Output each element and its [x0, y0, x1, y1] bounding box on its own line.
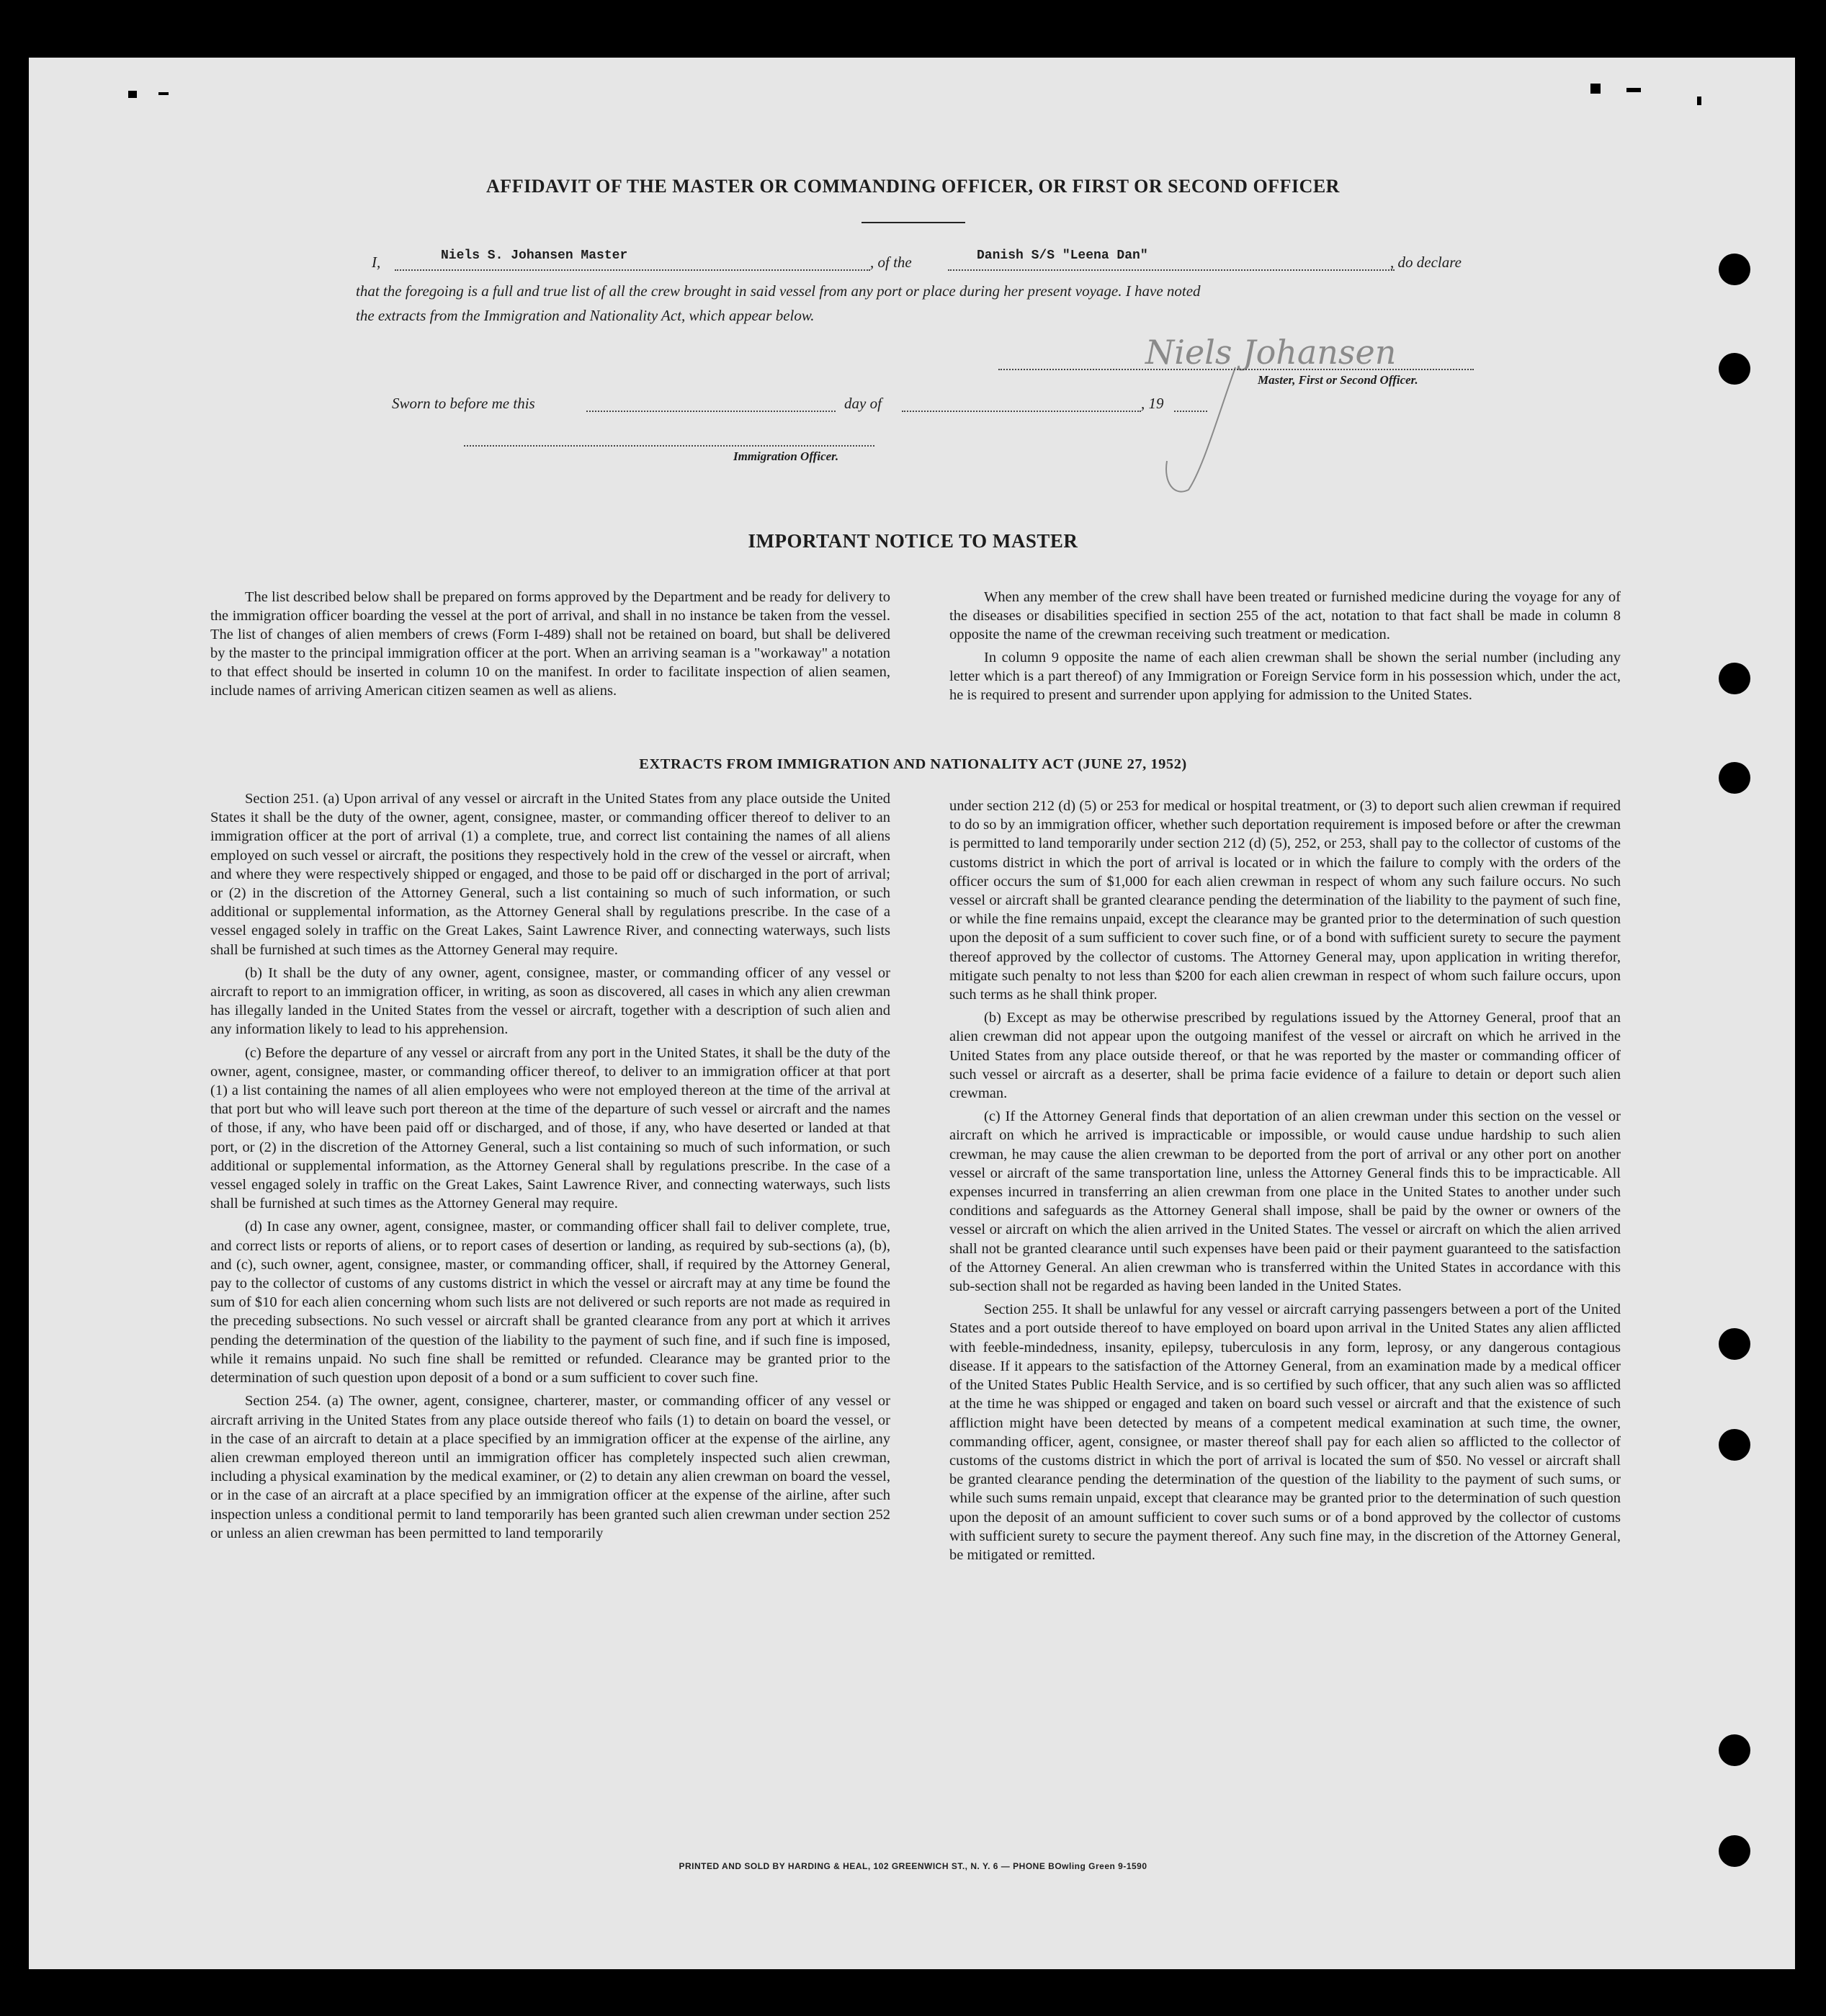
extracts-right-column: [949, 797, 1621, 1569]
section-254a-continued: under section 212 (d) (5) or 253 for medical or hospital treatment, or (3) to deport such alien crewman if required to do so by an immigration officer, whether such deportation requirement is imposed before or after the crewman is permitted to land temporarily under section 212 (d) (5), 252, or 253, shall pay to the collector of customs of the customs district in which the port of arrival is located or in which the failure to comply with the orders of the officer occurs the sum of $1,000 for each alien crewman in respect of whom any such failure occurs. No such vessel or aircraft shall be granted clearance pending the determination of the liability to the payment of such fine, or while the fine remains unpaid, except the clearance may be granted prior to the determination of such question upon the deposit of a sum sufficient to cover such fine, or of a bond with sufficient surety to secure the payment thereof approved by the collector of customs. The Attorney General may, upon application in writing therefor, mitigate such penalty to not less than $200 for each alien crewman in respect of whom such failure occurs, upon such terms as he shall think proper.: [949, 798, 1621, 1003]
master-name-value: Niels S. Johansen Master: [441, 248, 628, 263]
section-251b: (b) It shall be the duty of any owner, agent, consignee, master, or commanding officer of any vessel or aircraft to report to an immigration officer, in writing, as soon as discovered, all cases in which any alien crewman has illegally landed in the United States from the vessel or aircraft, together with a description of such alien and any information likely to lead to his apprehension.: [210, 964, 890, 1038]
master-caption: Master, First or Second Officer.: [1258, 373, 1418, 387]
of-the-label: , of the: [870, 254, 912, 271]
punch-hole: [1719, 353, 1750, 385]
section-251d: (d) In case any owner, agent, consignee, master, or commanding officer shall fail to deliver complete, true, and correct lists or reports of aliens, or to report cases of desertion or landing, as required by sub-sections (a), (b), and (c), such owner, agent, consignee, master, or commanding officer, shall, if required by the Attorney General, pay to the collector of customs of any customs district in which the vessel or aircraft may at any time be found the sum of $10 for each alien concerning whom such lists are not delivered or such reports are not made as required in the preceding subsections. No such vessel or aircraft shall be granted clearance from any port at which it arrives pending the determination of the question of the liability to the payment of such fine, and if such fine is imposed, while it remains unpaid. No such fine shall be remitted or refunded. Clearance may be granted prior to the determination of such question upon deposit of a bond or a sum sufficient to cover such fine.: [210, 1219, 890, 1386]
vessel-name-value: Danish S/S "Leena Dan": [977, 248, 1148, 263]
day-of-label: day of: [844, 395, 882, 412]
notice-left-column: [210, 588, 890, 704]
scan-speck: [1626, 88, 1641, 92]
section-255: Section 255. It shall be unlawful for any vessel or aircraft carrying passengers between a port of the United States and a port outside thereof to have employed on board upon arrival in the United States any alien afflicted with feeble-mindedness, insanity, epilepsy, tuberculosis in any form, leprosy, or any dangerous contagious disease. If it appears to the satisfaction of the Attorney General, from an examination made by a medical officer of the United States Public Health Service, and is so certified by such officer, that any such alien was so afflicted at the time he was shipped or engaged and taken on board such vessel or aircraft and that the existence of such affliction might have been detected by means of a competent medical examination at such time, the owner, commanding officer, agent, consignee, or master thereof shall pay for each alien so afflicted to the collector of customs of the customs district in which the port of arrival is located the sum of $50. No vessel or aircraft shall be granted clearance pending the determination of the question of the liability to the payment of such sums, or while such sums remain unpaid, except that clearance may be granted prior to the determination of such question upon the deposit of an amount sufficient to cover such sums or of a bond approved by the collector of customs with sufficient surety to secure the payment thereof. Any such fine may, in the discretion of the Attorney General, be mitigated or remitted.: [949, 1302, 1621, 1563]
punch-hole: [1719, 1429, 1750, 1461]
signature-flourish: [1145, 360, 1246, 504]
punch-hole: [1719, 1328, 1750, 1360]
notice-title: IMPORTANT NOTICE TO MASTER: [748, 530, 1078, 552]
extracts-left-column: [210, 789, 890, 1547]
sworn-label: Sworn to before me this: [392, 395, 535, 412]
officer-signature-line: [464, 436, 874, 447]
punch-hole: [1719, 254, 1750, 285]
title-rule: [861, 222, 965, 223]
statement-line-2: the extracts from the Immigration and Nationality Act, which appear below.: [356, 307, 815, 324]
statement-line-1: that the foregoing is a full and true list of all the crew brought in said vessel from any port or place during her present voyage. I have noted: [356, 282, 1201, 300]
month-line: [902, 398, 1141, 412]
punch-hole: [1719, 1734, 1750, 1766]
section-251c: (c) Before the departure of any vessel or aircraft from any port in the United States, it shall be the duty of the owner, agent, consignee, master, or commanding officer thereof, to deliver to an immigration officer at that port (1) a list containing the names of all alien employees who were not employed thereon at the time of the arrival at that port but who will leave such port thereon at the time of the departure of such vessel or aircraft and the names of those, if any, who have been paid off or discharged, and of those, if any, who have deserted or landed at that port, or (2) in the discretion of the Attorney General, such a list containing so much of such information, or such additional or supplemental information, as the Attorney General shall by regulations prescribe. In the case of a vessel engaged solely in traffic on the Great Lakes, Saint Lawrence River, and connecting waterways, such lists shall be furnished at such times as the Attorney General may require.: [210, 1044, 890, 1212]
master-signature: Niels Johansen: [1145, 333, 1397, 372]
section-254a: Section 254. (a) The owner, agent, consignee, charterer, master, or commanding officer of any vessel or aircraft arriving in the United States from any place outside thereof who fails (1) to detain on board the vessel, or in the case of an aircraft to detain at a place specified by an immigration officer at the expense of the airline, any alien crewman employed thereon until an immigration officer has completely inspected such alien crewman, including a physical examination by the medical examiner, or (2) to detain any alien crewman on board the vessel, or in the case of an aircraft at a place specified by an immigration officer at the expense of the airline, after such inspection unless a conditional permit to land temporarily has been granted such alien crewman under section 252 or unless an alien crewman has been permitted to land temporarily: [210, 1393, 890, 1541]
scan-speck: [158, 92, 169, 95]
signature-line: [998, 360, 1474, 370]
notice-left-paragraph: The list described below shall be prepared on forms approved by the Department and be ready for delivery to the immigration officer boarding the vessel at the port of arrival, and shall in no instance be taken from the vessel. The list of changes of alien members of crews (Form I-489) shall not be retained on board, but shall be delivered by the master to the principal immigration officer at the port. When an arriving seaman is a "workaway" a notation to that effect should be inserted in column 10 on the manifest. In order to facilitate inspection of alien seamen, include names of arriving American citizen seamen as well as aliens.: [210, 589, 890, 699]
extracts-title: EXTRACTS FROM IMMIGRATION AND NATIONALITY ACT (JUNE 27, 1952): [639, 756, 1187, 772]
scan-speck: [128, 91, 137, 98]
section-254c: (c) If the Attorney General finds that deportation of an alien crewman under this section on the vessel or aircraft on which he arrived is impracticable or impossible, or would cause undue hardship to such alien crewman, he may cause the alien crewman to be deported from the port of arrival or any other port on another vessel or aircraft of the same transportation line, unless the Attorney General finds this to be impracticable. All expenses incurred in transferring an alien crewman from one place in the United States to another under such conditions and safeguards as the Attorney General shall impose, shall be paid by the owner or owners of the vessel or aircraft on which the alien arrived in the United States. The vessel or aircraft on which the alien arrived shall not be granted clearance until such expenses have been paid or their payment guaranteed to the satisfaction of the Attorney General. An alien crewman who is transferred within the United States in accordance with this sub-section shall not be regarded as having been landed in the United States.: [949, 1108, 1621, 1295]
section-251a: Section 251. (a) Upon arrival of any vessel or aircraft in the United States from any place outside the United States it shall be the duty of the owner, agent, consignee, master, or commanding officer thereof to deliver to an immigration officer at the port of arrival (1) a complete, true, and correct list containing the names of all aliens employed on such vessel or aircraft, the positions they respectively hold in the crew of the vessel or aircraft, when and where they were respectively shipped or engaged, and those to be paid off or discharged in the port of arrival; or (2) in the discretion of the Attorney General, such a list containing so much of such information, or such additional or supplemental information, as the Attorney General shall by regulations prescribe. In the case of a vessel engaged solely in traffic on the Great Lakes, Saint Lawrence River, and connecting waterways, such lists shall be furnished at such times as the Attorney General may require.: [210, 791, 890, 958]
notice-right-column: [949, 588, 1621, 709]
notice-right-paragraph-1: When any member of the crew shall have been treated or furnished medicine during the voyage for any of the diseases or disabilities specified in section 255 of the act, notation to that fact shall be made in column 8 opposite the name of the crewman receiving such treatment or medication.: [949, 589, 1621, 642]
affidavit-title: AFFIDAVIT OF THE MASTER OR COMMANDING OFFICER, OR FIRST OR SECOND OFFICER: [486, 176, 1340, 197]
punch-hole: [1719, 663, 1750, 694]
scan-speck: [1697, 97, 1701, 105]
scan-speck: [1590, 84, 1601, 94]
year-label: , 19: [1141, 395, 1164, 412]
do-declare-label: , do declare: [1390, 254, 1462, 271]
printer-footer: PRINTED AND SOLD BY HARDING & HEAL, 102 GREENWICH ST., N. Y. 6 — PHONE BOwling Green 9-1590: [679, 1861, 1147, 1871]
i-label: I,: [372, 254, 381, 271]
notice-right-paragraph-2: In column 9 opposite the name of each alien crewman shall be shown the serial number (including any letter which is a part thereof) of any Immigration or Foreign Service form in his possession which, under the act, he is required to present and surrender upon applying for admission to the United States.: [949, 650, 1621, 703]
officer-caption: Immigration Officer.: [733, 449, 839, 463]
section-254b: (b) Except as may be otherwise prescribed by regulations issued by the Attorney General, proof that an alien crewman did not appear upon the outgoing manifest of the vessel or aircraft on which he arrived in the United States from any place outside thereof, or that he was reported by the master or commanding officer of such vessel or aircraft as a deserter, shall be prima facie evidence of a failure to detain or deport such alien crewman.: [949, 1010, 1621, 1102]
sworn-day-line: [586, 398, 836, 412]
year-line: [1174, 398, 1207, 412]
